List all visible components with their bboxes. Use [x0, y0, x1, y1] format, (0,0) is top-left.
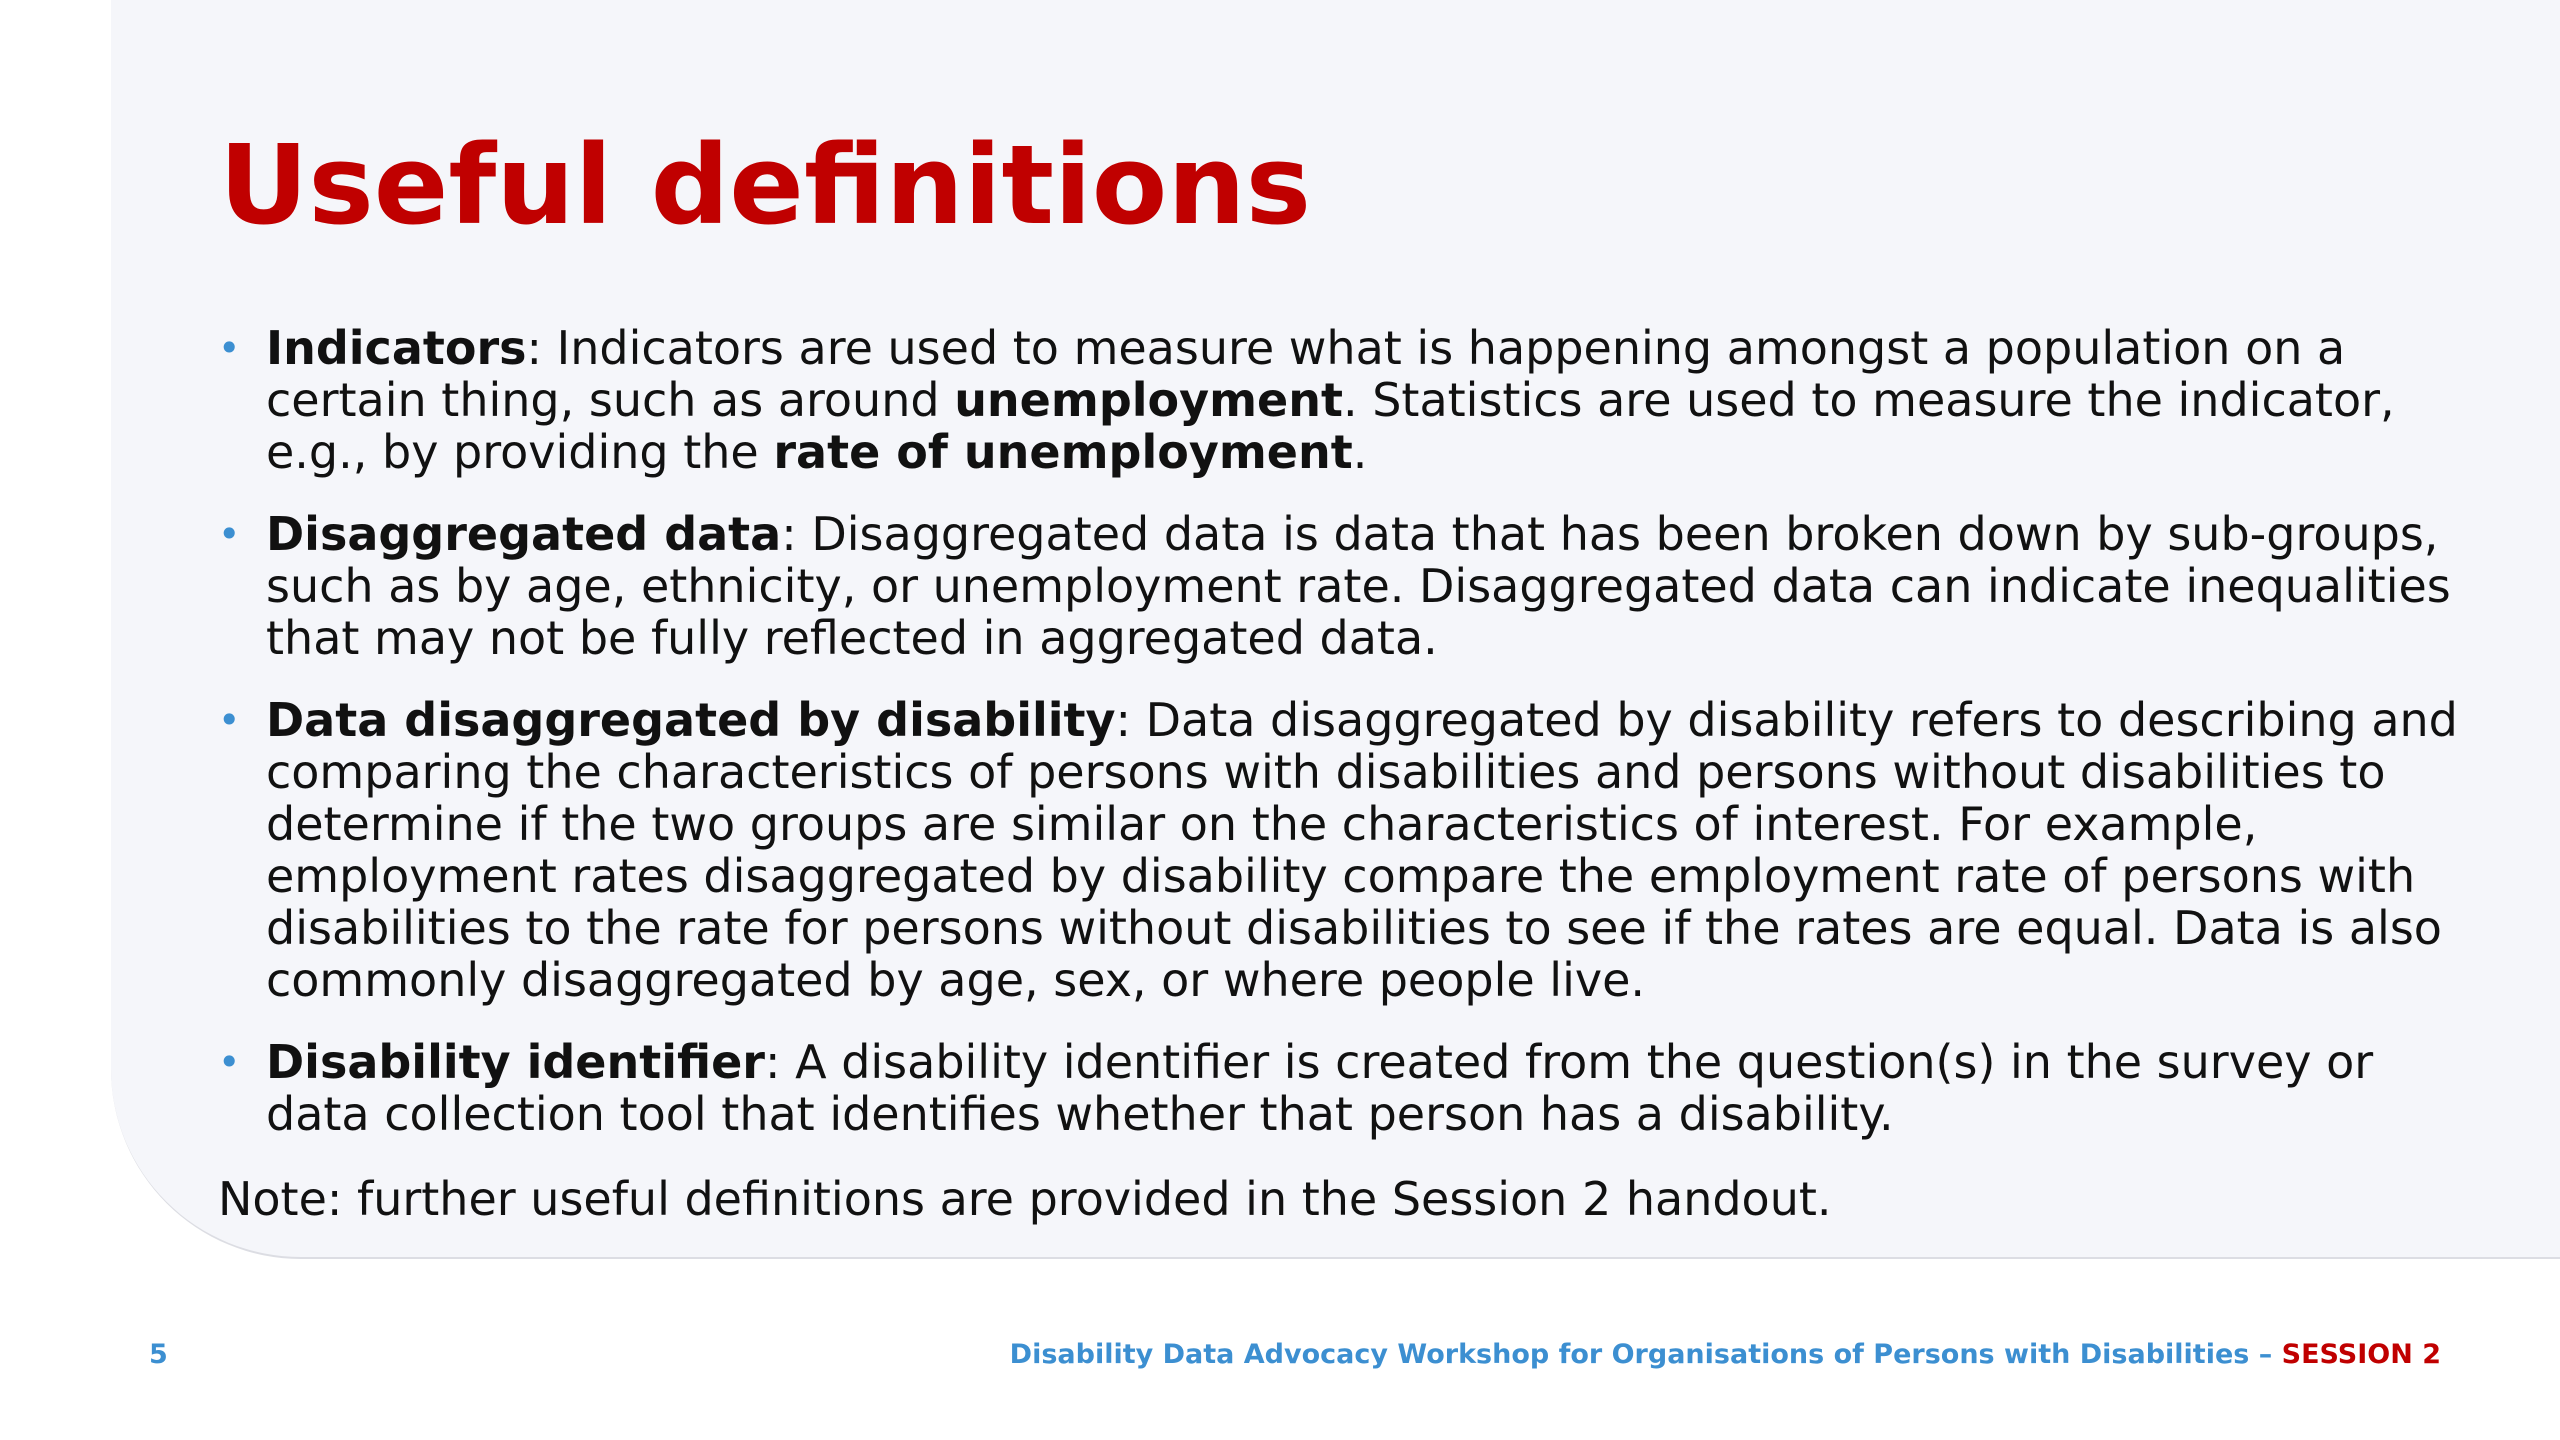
definition-term: Disaggregated data: [266, 507, 782, 561]
definition-term: Disability identifier: [266, 1035, 765, 1089]
bullet-icon: •: [218, 1040, 241, 1084]
definition-text: . Statistics are used to measure the indicator, e.g., by providing the: [266, 373, 2395, 479]
slide-title: Useful definitions: [219, 121, 1312, 249]
definition-emphasis: rate of unemployment: [773, 425, 1353, 479]
definition-data-disaggregated-by-disability: [218, 694, 2468, 1006]
definition-disability-identifier: [218, 1036, 2468, 1140]
bullet-icon: •: [218, 326, 241, 370]
footer-title-text: Disability Data Advocacy Workshop for Organisations of Persons with Disabilities –: [1009, 1339, 2282, 1370]
definition-term: Data disaggregated by disability: [266, 693, 1116, 747]
definition-text: : Indicators are used to measure what is happening amongst a population on a certain thing, such as around: [266, 321, 2346, 427]
page-number: 5: [149, 1339, 168, 1370]
footer-session-label: SESSION 2: [2281, 1339, 2441, 1370]
bullet-icon: •: [218, 512, 241, 556]
definition-text: : A disability identifier is created from the question(s) in the survey or data collection tool that identifies whether that person has a disability.: [266, 1035, 2374, 1141]
definition-disaggregated-data: [218, 508, 2468, 664]
definition-text: .: [1352, 425, 1368, 479]
definition-text: : Disaggregated data is data that has been broken down by sub-groups, such as by age, ethnicity, or unemployment rate. Disaggregated data can indicate inequalities that may not be fully reflected in aggregated data.: [266, 507, 2451, 665]
note-text: Note: further useful definitions are provided in the Session 2 handout.: [218, 1172, 1832, 1226]
definition-text: : Data disaggregated by disability refers to describing and comparing the characteristics of persons with disabilities and persons without disabilities to determine if the two groups are similar on the characteristics of interest. For example, employment rates disaggregated by disability compare the employment rate of persons with disabilities to the rate for persons without disabilities to see if the rates are equal. Data is also commonly disaggregated by age, sex, or where people live.: [266, 693, 2458, 1007]
definition-indicators: [218, 322, 2468, 478]
bullet-icon: •: [218, 698, 241, 742]
footer-workshop-title: [1010, 1339, 2441, 1370]
definition-emphasis: unemployment: [954, 373, 1343, 427]
definition-term: Indicators: [266, 321, 527, 375]
definitions-list: [218, 322, 2468, 1170]
